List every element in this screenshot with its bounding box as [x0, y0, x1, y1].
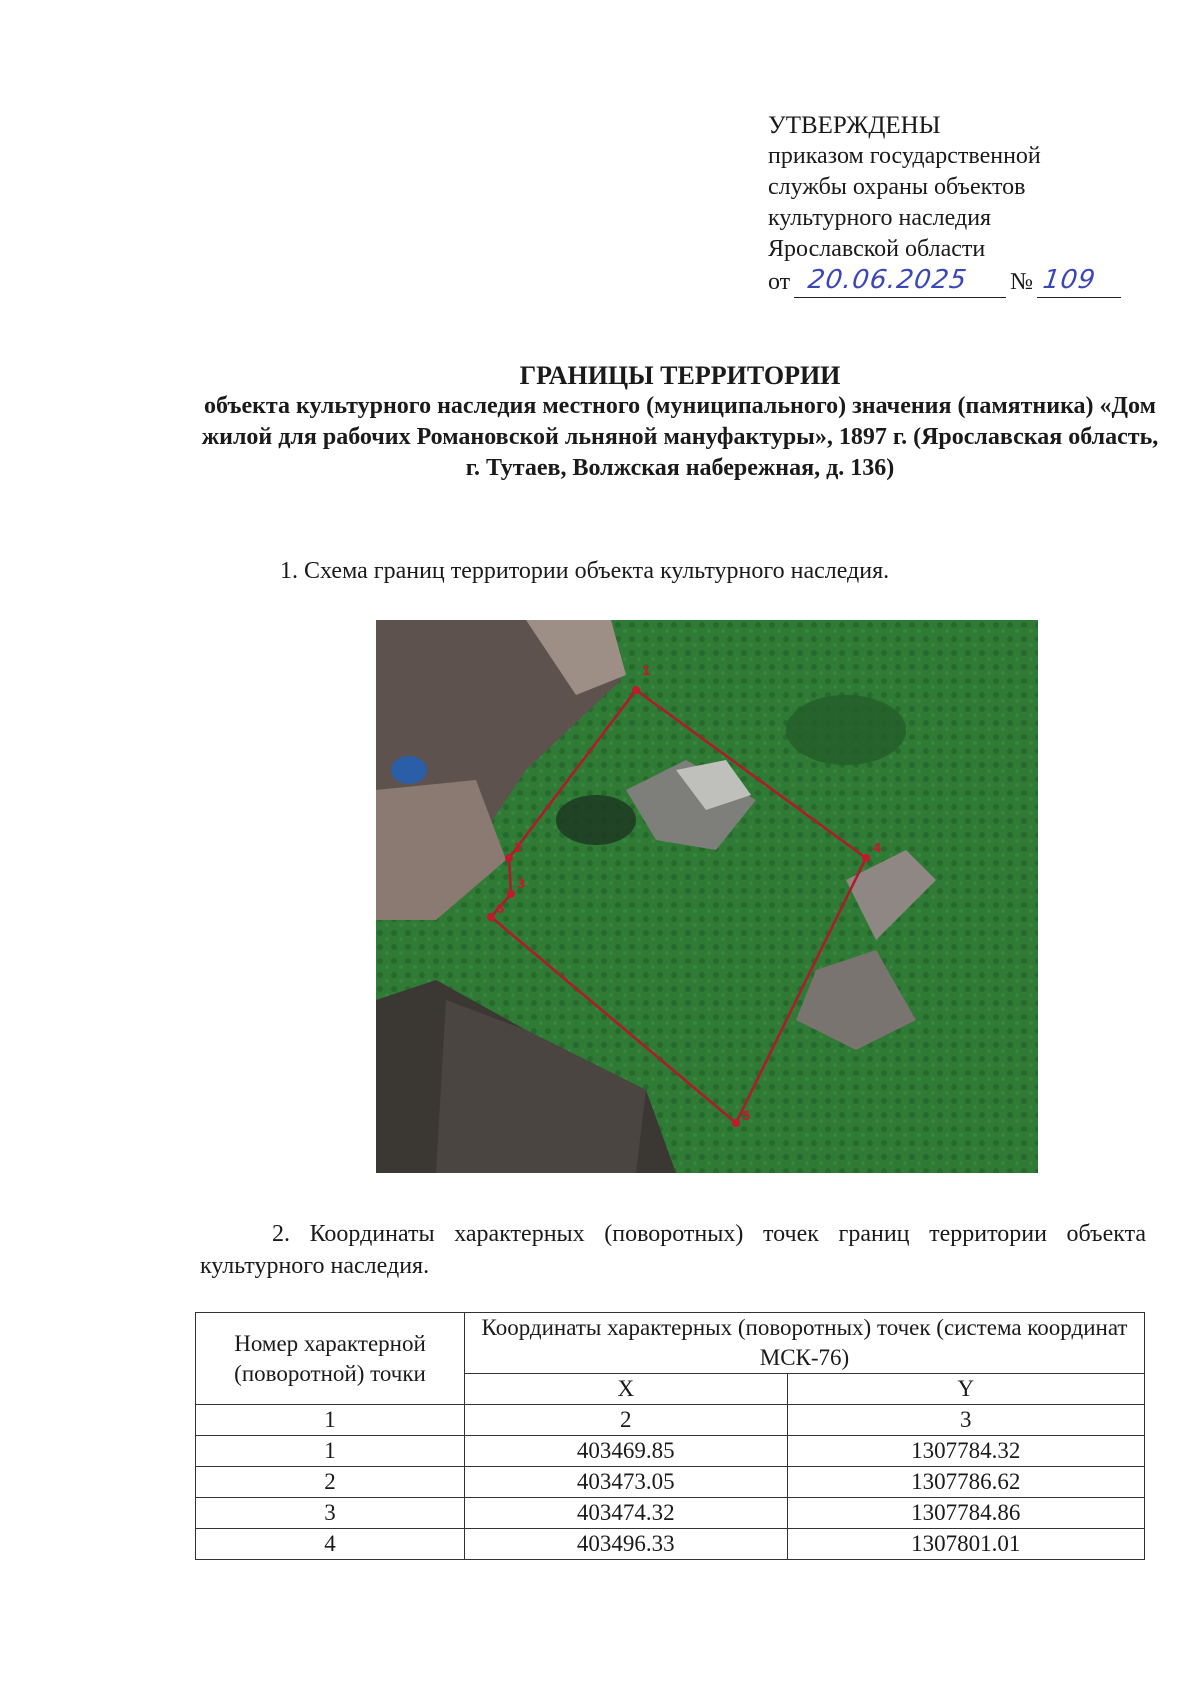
table-row [196, 1436, 1145, 1467]
table-row [196, 1467, 1145, 1498]
approval-date-number [768, 267, 1148, 298]
document-title [200, 360, 1160, 484]
boundary-map [376, 620, 1038, 1173]
boundary-point-2 [505, 854, 513, 862]
approval-line: культурного наследия [768, 205, 992, 231]
point-label: 2 [514, 841, 523, 855]
point-number-header: Номер характерной (поворотной) точки [196, 1313, 465, 1405]
approval-line: приказом государственной [768, 143, 1041, 169]
approval-line: службы охраны объектов [768, 174, 1026, 200]
y-cell: 1307784.86 [787, 1498, 1144, 1529]
index-cell: 1 [196, 1405, 465, 1436]
satellite-map-image [376, 620, 1038, 1173]
point-number-cell: 1 [196, 1436, 465, 1467]
number-prefix: № [1010, 269, 1034, 295]
point-number-cell: 3 [196, 1498, 465, 1529]
x-header: X [465, 1374, 788, 1405]
y-cell: 1307801.01 [787, 1529, 1144, 1560]
index-cell: 3 [787, 1405, 1144, 1436]
date-prefix: от [768, 269, 791, 295]
handwritten-number: 109 [1041, 265, 1098, 295]
point-label: 6 [496, 902, 505, 916]
y-cell: 1307786.62 [787, 1467, 1144, 1498]
section-2-heading: 2. Координаты характерных (поворотных) точек границ территории объекта культурного наследия. [200, 1221, 1146, 1279]
boundary-point-5 [732, 1119, 740, 1127]
approval-heading: УТВЕРЖДЕНЫ [768, 112, 941, 139]
boundary-point-4 [862, 854, 870, 862]
y-header: Y [787, 1374, 1144, 1405]
number-blank [1037, 265, 1121, 298]
coordinates-header: Координаты характерных (поворотных) точек (система координат МСК-76) [465, 1313, 1145, 1374]
approval-line: Ярославской области [768, 236, 986, 262]
table-index-row [196, 1405, 1145, 1436]
point-number-cell: 2 [196, 1467, 465, 1498]
point-label: 4 [873, 841, 882, 855]
title-main: ГРАНИЦЫ ТЕРРИТОРИИ [519, 361, 841, 390]
point-label: 3 [517, 877, 526, 891]
y-cell: 1307784.32 [787, 1436, 1144, 1467]
table-row [196, 1529, 1145, 1560]
point-label: 5 [742, 1109, 751, 1123]
x-cell: 403469.85 [465, 1436, 788, 1467]
point-number-cell: 4 [196, 1529, 465, 1560]
tree-cluster [786, 695, 906, 765]
tree-shadow [556, 795, 636, 845]
x-cell: 403474.32 [465, 1498, 788, 1529]
point-label: 1 [642, 664, 651, 678]
x-cell: 403496.33 [465, 1529, 788, 1560]
approval-stamp [768, 110, 1148, 298]
x-cell: 403473.05 [465, 1467, 788, 1498]
coordinates-table [195, 1312, 1145, 1560]
boundary-point-1 [632, 686, 640, 694]
handwritten-date: 20.06.2025 [806, 265, 970, 295]
table-header-row [196, 1313, 1145, 1374]
title-subtitle: объекта культурного наследия местного (муниципального) значения (памятника) «Дом жилой для рабочих Романовской льняной мануфактуры», 1897 г. (Ярославская область, г. Тутаев, Волжская набережная, д. 136) [201, 393, 1159, 481]
boundary-point-6 [487, 913, 495, 921]
pool-blue [391, 756, 427, 784]
boundary-point-3 [507, 890, 515, 898]
date-blank [794, 265, 1006, 298]
table-row [196, 1498, 1145, 1529]
index-cell: 2 [465, 1405, 788, 1436]
section-1-heading: 1. Схема границ территории объекта культурного наследия. [280, 558, 890, 584]
